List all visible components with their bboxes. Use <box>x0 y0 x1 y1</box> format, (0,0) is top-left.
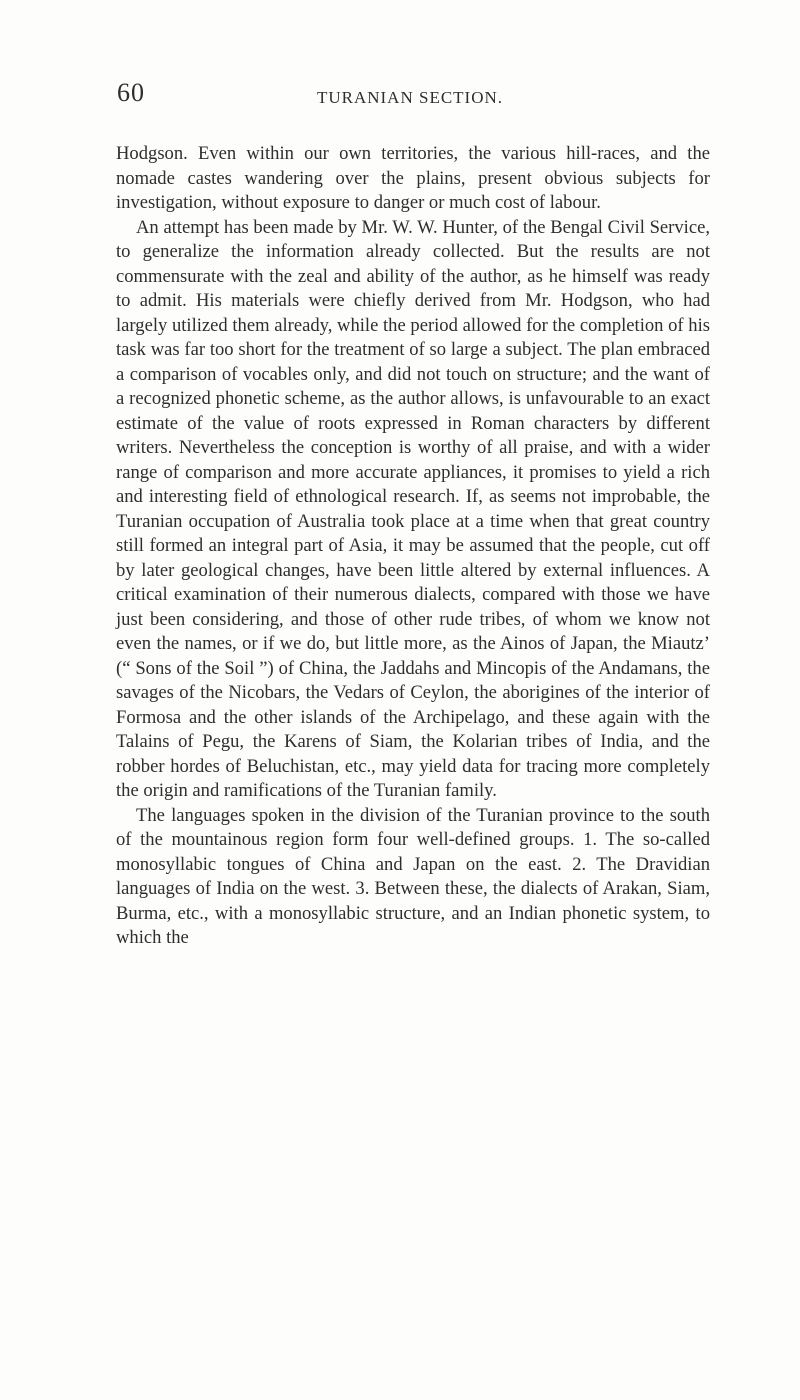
paragraph: The languages spoken in the division of the Turanian province to the south of the mountainous region form four well-defined groups. 1. The so-called monosyllabic tongues of China and Japan on the east. 2. The Dravidian languages of India on the west. 3. Between these, the dialects of Arakan, Siam, Burma, etc., with a monosyllabic structure, and an Indian phonetic system, to which the <box>116 804 710 948</box>
page-number: 60 <box>117 78 145 107</box>
page-header <box>0 78 800 118</box>
paragraph: An attempt has been made by Mr. W. W. Hunter, of the Bengal Civil Service, to generalize the information already collected. But the results are not commensurate with the zeal and ability of the author, as he himself was ready to admit. His materials were chiefly derived from Mr. Hodgson, who had largely utilized them already, while the period allowed for the completion of his task was far too short for the treatment of so large a subject. The plan embraced a comparison of vocables only, and did not touch on structure; and the want of a recognized phonetic scheme, as the author allows, is unfavourable to an exact estimate of the value of roots expressed in Roman characters by different writers. Nevertheless the conception is worthy of all praise, and with a wider range of comparison and more accurate appliances, it promises to yield a rich and interesting field of ethnological research. If, as seems not improbable, the Turanian occupation of Australia took place at a time when that great country still formed an integral part of Asia, it may be assumed that the people, cut off by later geological changes, have been little altered by external influences. A critical examination of their numerous dialects, compared with those we have just been considering, and those of other rude tribes, of whom we know not even the names, or if we do, but little more, as the Ainos of Japan, the Miautz’ (“ Sons of the Soil ”) of China, the Jaddahs and Mincopis of the Andamans, the savages of the Nicobars, the Vedars of Ceylon, the aborigines of the interior of Formosa and the other islands of the Archipelago, and these again with the Talains of Pegu, the Karens of Siam, the Kolarian tribes of India, and the robber hordes of Beluchistan, etc., may yield data for tracing more completely the origin and ramifications of the Turanian family. <box>116 216 710 801</box>
body-text <box>116 142 710 951</box>
paragraph: Hodgson. Even within our own territories, the various hill-races, and the nomade castes wandering over the plains, present obvious subjects for investigation, without exposure to danger or much cost of labour. <box>116 143 710 213</box>
running-head: TURANIAN SECTION. <box>316 88 504 107</box>
